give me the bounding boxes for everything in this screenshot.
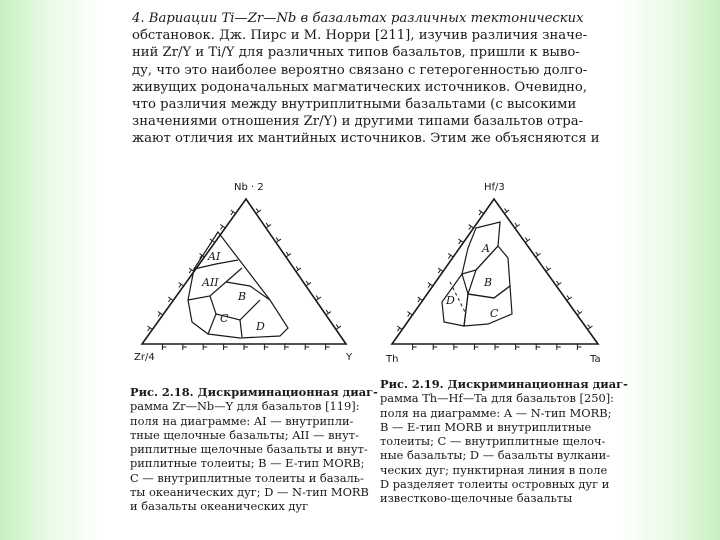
paragraph-line: ду, что это наиболее вероятно связано с гетерогенностью долго- (132, 62, 588, 78)
figure-caption-right (380, 377, 628, 506)
triangle-outline (142, 199, 346, 344)
caption-line: ты океанических дуг; D — N-тип MORB (130, 485, 369, 500)
edge-tick (296, 267, 298, 270)
caption-line: Рис. 2.19. Дискриминационная диаг- (380, 377, 628, 391)
apex-label-right: Ta (590, 354, 601, 365)
apex-label-left: Th (386, 354, 399, 365)
edge-tick (220, 226, 222, 229)
edge-tick (469, 226, 471, 229)
field-boundary-c-d (208, 314, 216, 334)
edge-tick (189, 270, 191, 273)
ternary-diagram-zr-nb-y (130, 174, 365, 374)
paragraph-line: обстановок. Дж. Пирс и М. Норри [211], изучив различия значе- (132, 28, 588, 44)
caption-line: B — E-тип MORB и внутриплитные (380, 419, 592, 434)
edge-tick (397, 326, 402, 329)
edge-tick (326, 310, 328, 313)
caption-line: поля на диаграмме: A — N-тип MORB; (380, 405, 612, 420)
edge-tick (557, 281, 559, 284)
edge-tick (286, 252, 288, 255)
edge-tick (418, 297, 423, 300)
edge-tick (316, 296, 318, 299)
edge-tick (408, 313, 410, 316)
edge-tick (397, 328, 399, 331)
apex-label-right: Y (346, 352, 353, 363)
edge-tick (418, 299, 420, 302)
edge-tick (306, 281, 308, 284)
edge-tick (448, 255, 450, 258)
edge-tick (266, 223, 268, 226)
edge-tick (428, 283, 433, 286)
edge-tick (158, 313, 160, 316)
edge-tick (588, 325, 590, 328)
edge-tick (546, 267, 548, 270)
edge-tick (525, 239, 530, 242)
edge-tick (306, 283, 311, 286)
edge-tick (326, 312, 331, 315)
edge-tick (515, 225, 520, 228)
edge-tick (577, 312, 582, 315)
paragraph-line: ний Zr/Y и Ti/Y для различных типов базальтов, пришли к выво- (132, 45, 580, 61)
field-label-b: B (238, 290, 247, 303)
edge-tick (316, 297, 321, 300)
field-label-d: D (446, 294, 455, 307)
edge-tick (567, 297, 572, 300)
apex-label-top: Nb · 2 (234, 182, 264, 193)
paragraph-line: живущих родоначальных магматических источников. Очевидно, (132, 79, 588, 95)
edge-tick (567, 296, 569, 299)
caption-line: Рис. 2.18. Дискриминационная диаг- (130, 385, 378, 399)
edge-tick (469, 225, 474, 228)
field-boundary-a (462, 222, 500, 274)
caption-line: рамма Zr—Nb—Y для базальтов [119]: (130, 399, 360, 414)
paragraph-line: что различия между внутриплитными базальтами (с высокими (132, 97, 577, 113)
edge-tick (168, 299, 170, 302)
caption-line: риплитные щелочные базальты и внут- (130, 442, 368, 457)
field-label-c: C (490, 307, 499, 320)
edge-tick (276, 238, 278, 241)
edge-tick (515, 223, 517, 226)
field-boundary-c (464, 286, 512, 326)
caption-line: C — внутриплитные толеиты и базаль- (130, 470, 364, 485)
caption-line: D разделяет толеиты островных дуг и (380, 477, 610, 492)
edge-tick (336, 326, 341, 329)
edge-tick (536, 254, 541, 257)
edge-tick (577, 310, 579, 313)
field-label-ai: AI (208, 250, 221, 263)
edge-tick (148, 328, 150, 331)
edge-tick (546, 268, 551, 271)
edge-tick (459, 241, 461, 244)
book-page (100, 0, 628, 532)
edge-tick (525, 238, 527, 241)
edge-tick (407, 312, 412, 315)
caption-line: толеиты; C — внутриплитные щелоч- (380, 434, 606, 449)
caption-line: тные щелочные базальты; AII — внут- (130, 427, 359, 442)
edge-tick (479, 212, 481, 215)
edge-tick (536, 252, 538, 255)
caption-line: риплитные толеиты; B — E-тип MORB; (130, 456, 365, 471)
paragraph-line: 4. Вариации Ti—Zr—Nb в базальтах различных тектонических (132, 11, 584, 26)
figure-caption-left (130, 385, 378, 514)
field-boundary-b-c (210, 296, 260, 320)
edge-tick (505, 209, 507, 212)
edge-tick (438, 268, 443, 271)
edge-tick (438, 270, 440, 273)
edge-tick (336, 325, 338, 328)
caption-line: ные базальты; D — базальты вулкани- (380, 448, 611, 463)
field-label-c: C (220, 312, 229, 325)
triangle-outline (392, 199, 598, 344)
edge-tick (296, 268, 301, 271)
caption-line: известково-щелочные базальты (380, 491, 573, 506)
apex-label-left: Zr/4 (134, 352, 155, 363)
field-label-aii: AII (202, 276, 219, 289)
paragraph-line: жают отличия их мантийных источников. Этим же объясняются и (132, 131, 600, 147)
caption-line: ческих дуг; пунктирная линия в поле (380, 462, 608, 477)
caption-line: и базальты океанических дуг (130, 499, 309, 514)
field-label-a: A (482, 242, 490, 255)
edge-tick (179, 284, 181, 287)
ternary-diagram-th-hf-ta (372, 174, 607, 374)
apex-label-top: Hf/3 (484, 182, 505, 193)
paragraph-line: значениями отношения Zr/Y) и другими типами базальтов отра- (132, 114, 584, 130)
field-label-b: B (484, 276, 493, 289)
caption-line: поля на диаграмме: AI — внутрипли- (130, 413, 354, 428)
edge-tick (588, 326, 593, 329)
body-paragraph (132, 10, 602, 148)
field-label-d: D (256, 320, 265, 333)
field-boundary-d (240, 320, 242, 337)
edge-tick (428, 284, 430, 287)
edge-tick (256, 209, 258, 212)
edge-tick (231, 212, 233, 215)
caption-line: рамма Th—Hf—Ta для базальтов [250]: (380, 391, 615, 406)
